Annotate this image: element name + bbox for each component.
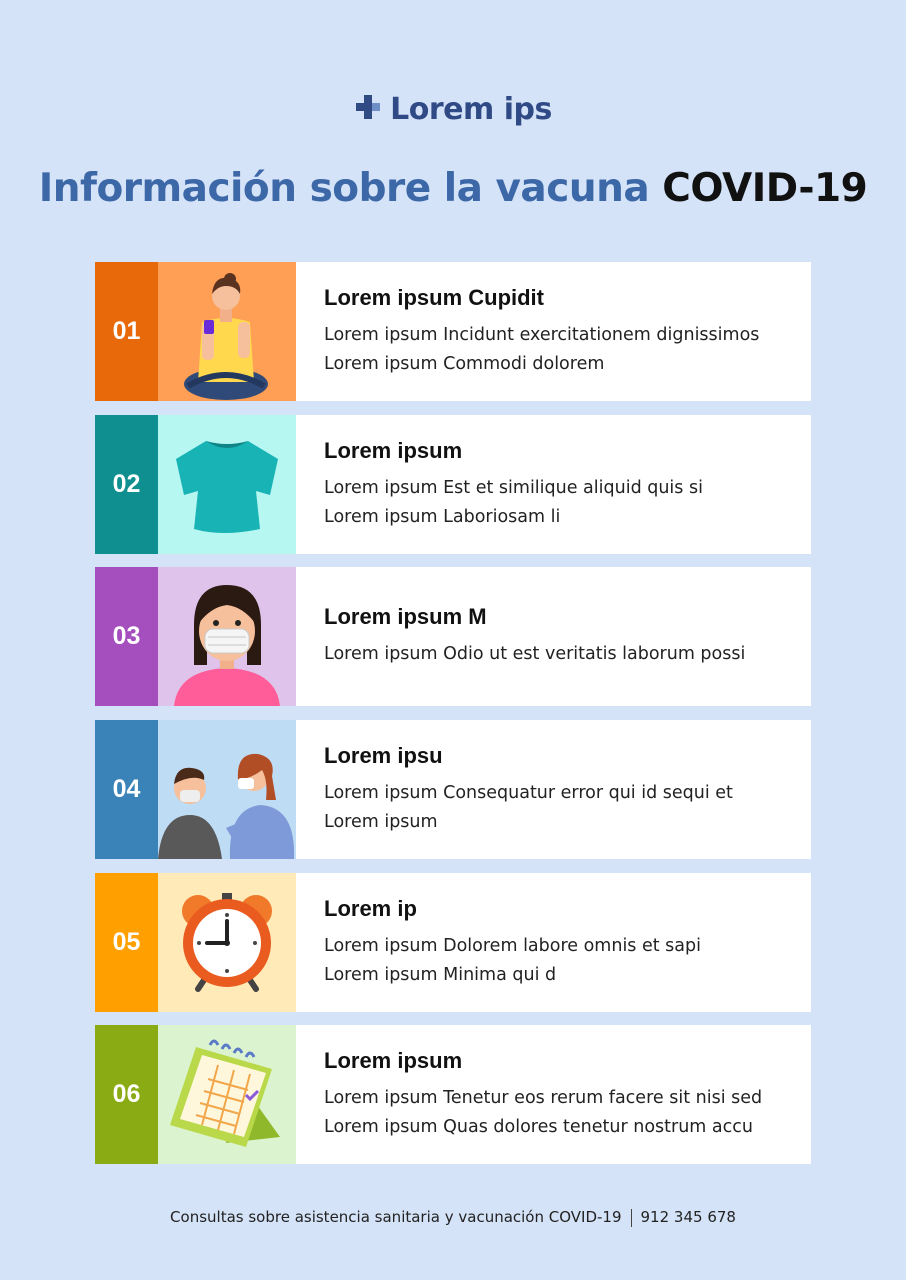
page-title (0, 166, 906, 211)
row-text (296, 720, 811, 859)
row-heading: Lorem ipsum Cupidit (324, 284, 544, 310)
footer-text: Consultas sobre asistencia sanitaria y vacunación COVID-19 (170, 1208, 622, 1226)
info-row-2 (95, 415, 811, 554)
title-part2: COVID-19 (662, 166, 868, 211)
vaccination-icon (158, 720, 296, 859)
row-line: Lorem ipsum Consequatur error qui id sequi et (324, 782, 733, 803)
info-row-6 (95, 1025, 811, 1164)
row-line: Lorem ipsum Laboriosam li (324, 506, 561, 527)
row-line: Lorem ipsum Minima qui d (324, 964, 557, 985)
row-heading: Lorem ipsu (324, 742, 443, 768)
row-text (296, 262, 811, 401)
info-row-1 (95, 262, 811, 401)
row-number: 04 (95, 720, 158, 859)
alarm-clock-icon (158, 873, 296, 1012)
title-part1: Información sobre la vacuna (38, 166, 650, 211)
info-row-4 (95, 720, 811, 859)
row-line: Lorem ipsum Tenetur eos rerum facere sit nisi sed (324, 1087, 763, 1108)
row-heading: Lorem ip (324, 895, 417, 921)
woman-with-mask-icon (158, 567, 296, 706)
row-line: Lorem ipsum Est et similique aliquid quis si (324, 477, 703, 498)
row-text (296, 873, 811, 1012)
row-number: 06 (95, 1025, 158, 1164)
row-heading: Lorem ipsum (324, 437, 463, 463)
row-number: 05 (95, 873, 158, 1012)
row-number: 02 (95, 415, 158, 554)
row-text (296, 415, 811, 554)
row-line: Lorem ipsum Odio ut est veritatis laborum possi (324, 644, 746, 664)
row-number: 01 (95, 262, 158, 401)
woman-with-phone-icon (158, 262, 296, 401)
row-number: 03 (95, 567, 158, 706)
row-heading: Lorem ipsum (324, 1047, 463, 1073)
footer-separator (631, 1209, 632, 1227)
row-line: Lorem ipsum Dolorem labore omnis et sapi (324, 935, 701, 956)
footer-phone: 912 345 678 (640, 1208, 736, 1226)
footer (0, 1208, 906, 1227)
info-row-5 (95, 873, 811, 1012)
info-row-3 (95, 567, 811, 706)
row-text (296, 567, 811, 706)
calendar-icon (158, 1025, 296, 1164)
tshirt-icon (158, 415, 296, 554)
row-heading: Lorem ipsum M (324, 604, 487, 629)
row-line: Lorem ipsum Incidunt exercitationem dignissimos (324, 324, 760, 345)
row-text (296, 1025, 811, 1164)
brand-name: Lorem ips (390, 92, 552, 127)
medical-cross-icon (354, 93, 382, 126)
row-line: Lorem ipsum Commodi dolorem (324, 353, 605, 374)
row-line: Lorem ipsum (324, 811, 438, 832)
row-line: Lorem ipsum Quas dolores tenetur nostrum accu (324, 1116, 753, 1137)
brand-logo (0, 92, 906, 127)
